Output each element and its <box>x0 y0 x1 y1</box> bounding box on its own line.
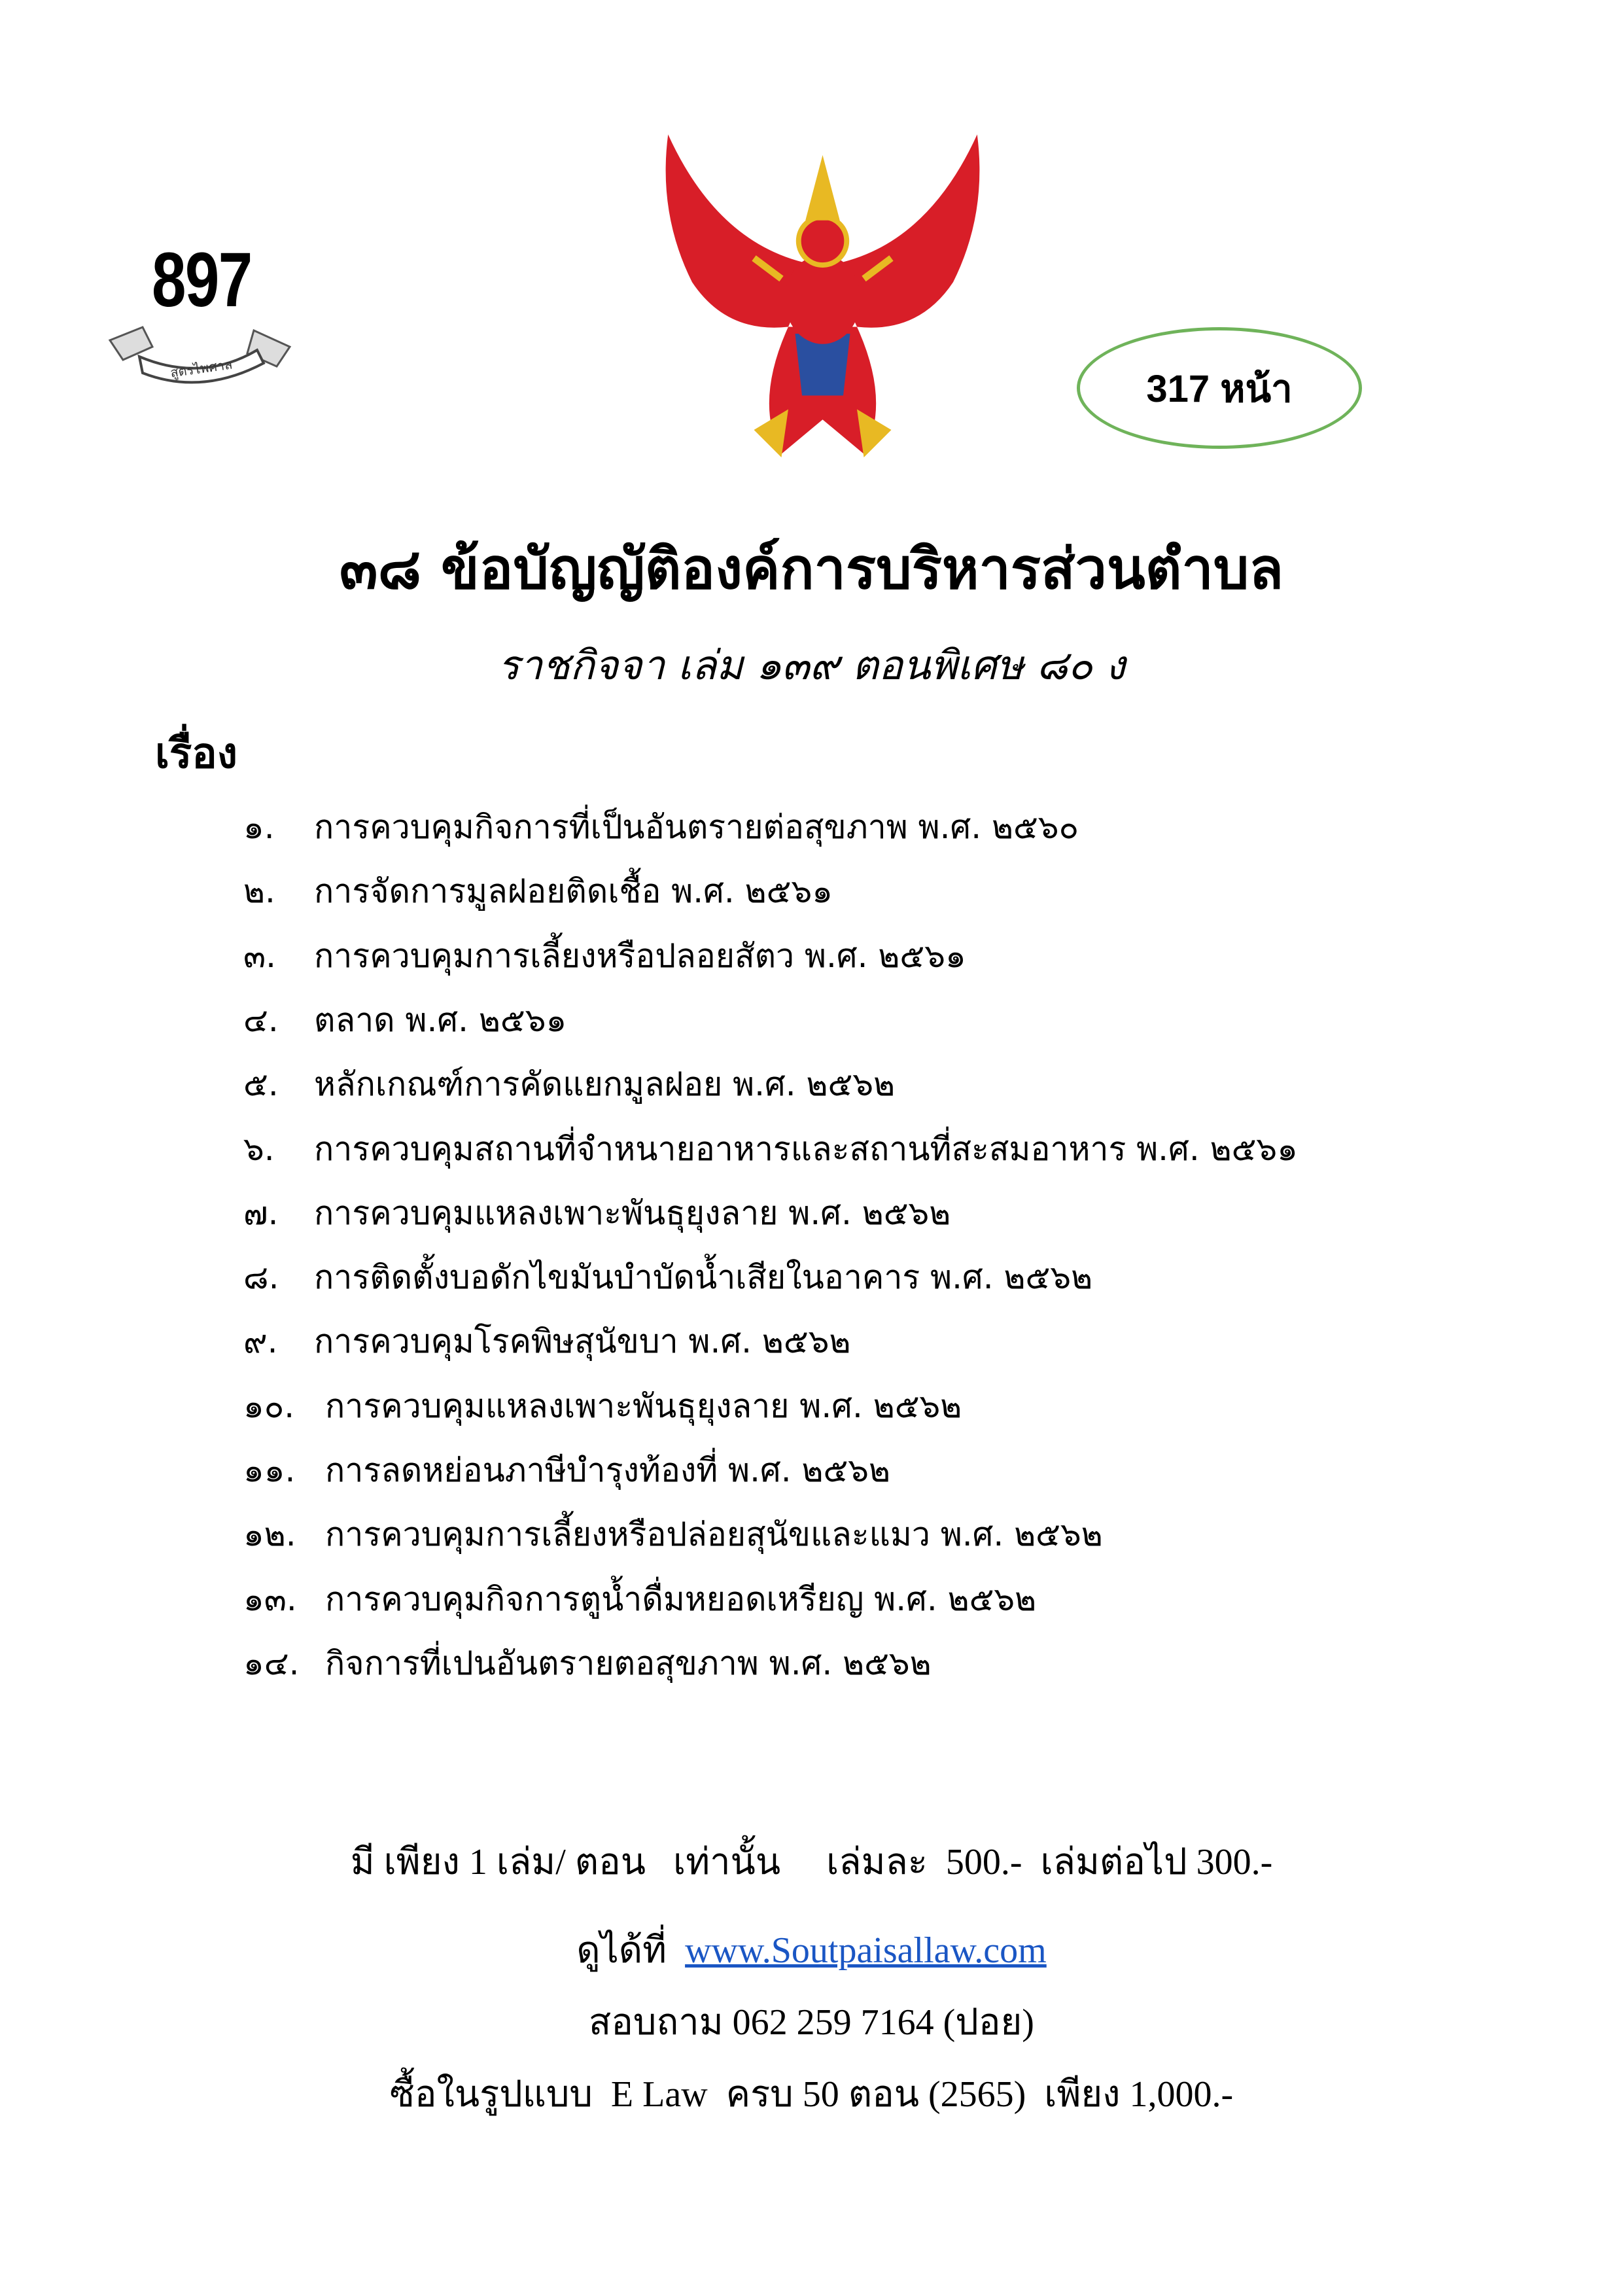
list-item <box>243 1123 1298 1175</box>
item-number: ๖. <box>243 1129 275 1168</box>
footer-price-line: มี เพียง 1 เล่ม/ ตอน เท่านั้น เล่มละ 500.- เล่มต่อไป 300.- <box>350 1842 1273 1882</box>
list-item <box>243 930 966 982</box>
item-number: ๑๓. <box>243 1580 297 1618</box>
list-item <box>243 1638 932 1689</box>
item-number: ๑๔. <box>243 1644 300 1682</box>
footer-elaw-line: ซื้อในรูปแบบ E Law ครบ 50 ตอน (2565) เพียง 1,000.- <box>389 2074 1234 2115</box>
item-number: ๑๐. <box>243 1386 295 1425</box>
item-text: การติดตั้งบอดักไขมันบำบัดน้ำเสียในอาคาร พ.ศ. ๒๕๖๒ <box>314 1258 1093 1297</box>
list-item <box>243 802 1079 853</box>
item-text: การควบคุมโรคพิษสุนัขบา พ.ศ. ๒๕๖๒ <box>314 1322 851 1361</box>
footer-website-line <box>0 1920 1623 1979</box>
item-number: ๒. <box>243 872 275 911</box>
list-item <box>243 1059 895 1110</box>
item-number: ๙. <box>243 1322 278 1361</box>
list-item <box>243 1188 951 1239</box>
item-text: การควบคุมกิจการตูน้ำดื่มหยอดเหรียญ พ.ศ. ๒๕๖๒ <box>325 1580 1037 1618</box>
document-number: 897 <box>152 237 252 323</box>
website-label: ดูได้ที่ <box>576 1930 686 1971</box>
item-number: ๘. <box>243 1258 279 1297</box>
stamp-logo <box>103 321 300 389</box>
item-text: ตลาด พ.ศ. ๒๕๖๑ <box>314 1000 567 1039</box>
list-item <box>243 866 833 917</box>
item-number: ๔. <box>243 1000 279 1039</box>
list-item <box>243 995 567 1046</box>
item-text: การจัดการมูลฝอยติดเชื้อ พ.ศ. ๒๕๖๑ <box>314 872 833 911</box>
document-title: ๓๘ ข้อบัญญัติองค์การบริหารส่วนตำบล <box>339 537 1284 602</box>
list-item <box>243 1445 890 1496</box>
item-text: การควบคุมสถานที่จำหนายอาหารและสถานที่สะสมอาหาร พ.ศ. ๒๕๖๑ <box>314 1129 1298 1168</box>
item-text: การลดหย่อนภาษีบำรุงท้องที่ พ.ศ. ๒๕๖๒ <box>325 1451 890 1489</box>
list-item <box>243 1574 1036 1625</box>
item-text: การควบคุมกิจการที่เป็นอันตรายต่อสุขภาพ พ.ศ. ๒๕๖๐ <box>314 808 1079 846</box>
item-number: ๗. <box>243 1193 279 1232</box>
item-number: ๑๑. <box>243 1451 296 1489</box>
footer-contact-line: สอบถาม 062 259 7164 (ปอย) <box>589 2002 1034 2043</box>
item-number: ๑. <box>243 808 275 846</box>
page-count-badge <box>1077 327 1362 449</box>
item-text: การควบคุมแหลงเพาะพันธุยุงลาย พ.ศ. ๒๕๖๒ <box>325 1386 962 1425</box>
svg-text:สูตรไพศาล: สูตรไพศาล <box>169 356 234 381</box>
garuda-emblem <box>651 128 994 471</box>
item-number: ๕. <box>243 1065 279 1104</box>
website-link[interactable]: www.Soutpaisallaw.com <box>685 1930 1047 1971</box>
list-item <box>243 1316 850 1368</box>
item-text: หลักเกณฑ์การคัดแยกมูลฝอย พ.ศ. ๒๕๖๒ <box>314 1065 896 1104</box>
list-item <box>243 1509 1103 1561</box>
item-text: การควบคุมการเลี้ยงหรือปลอยสัตว พ.ศ. ๒๕๖๑ <box>314 936 966 975</box>
item-text: การควบคุมแหลงเพาะพันธุยุงลาย พ.ศ. ๒๕๖๒ <box>314 1193 951 1232</box>
item-text: การควบคุมการเลี้ยงหรือปล่อยสุนัขและแมว พ.ศ. ๒๕๖๒ <box>325 1515 1103 1554</box>
gazette-reference: ราชกิจจา เล่ม ๑๓๙ ตอนพิเศษ ๘๐ ง <box>497 641 1126 689</box>
list-item <box>243 1252 1092 1303</box>
page-count-text: 317 หน้า <box>1146 367 1293 410</box>
item-number: ๓. <box>243 936 277 975</box>
subject-heading: เรื่อง <box>155 730 237 778</box>
item-number: ๑๒. <box>243 1515 296 1554</box>
list-item <box>243 1381 962 1432</box>
item-text: กิจการที่เปนอันตรายตอสุขภาพ พ.ศ. ๒๕๖๒ <box>325 1644 932 1682</box>
